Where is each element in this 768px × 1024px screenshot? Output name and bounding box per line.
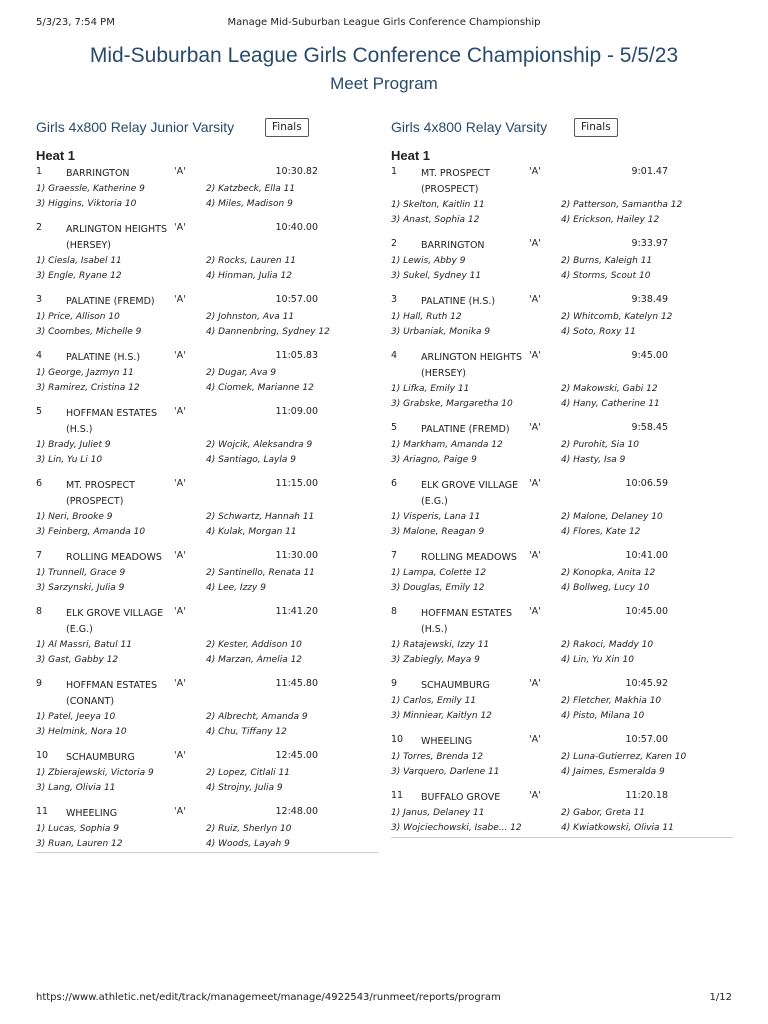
entry-relay: 'A' (174, 606, 186, 617)
entry-runners (36, 568, 378, 598)
entry-runners (391, 808, 733, 838)
entry-relay: 'A' (529, 678, 541, 689)
divider (36, 852, 378, 853)
relay-entry (36, 606, 378, 678)
runner-1: 1) Hall, Ruth 12 (391, 312, 462, 322)
entry-seed-time: 10:57.00 (625, 734, 668, 745)
entry-relay: 'A' (174, 678, 186, 689)
entry-place: 8 (391, 606, 398, 617)
runner-3: 3) Sukel, Sydney 11 (391, 271, 482, 281)
entry-runners (36, 184, 378, 214)
entry-team: ARLINGTON HEIGHTS (HERSEY) (66, 224, 168, 251)
entry-seed-time: 9:45.00 (631, 350, 668, 361)
entry-team: BUFFALO GROVE (421, 792, 501, 803)
entry-seed-time: 12:45.00 (275, 750, 318, 761)
runner-1: 1) Torres, Brenda 12 (391, 752, 483, 762)
runner-2: 2) Makowski, Gabi 12 (561, 384, 658, 394)
entry-runners (391, 440, 733, 470)
entry-place: 2 (36, 222, 43, 233)
entry-runners (36, 312, 378, 342)
entry-relay: 'A' (174, 550, 186, 561)
runner-3: 3) Coombes, Michelle 9 (36, 327, 142, 337)
runner-3: 3) Varquero, Darlene 11 (391, 767, 500, 777)
entry-relay: 'A' (174, 222, 186, 233)
entry-list (391, 166, 733, 846)
entry-team: ELK GROVE VILLAGE (E.G.) (421, 480, 519, 507)
entry-runners (36, 824, 378, 854)
entry-relay: 'A' (174, 406, 186, 417)
runner-3: 3) Feinberg, Amanda 10 (36, 527, 146, 537)
entry-team: MT. PROSPECT (PROSPECT) (421, 168, 490, 195)
entry-place: 3 (391, 294, 398, 305)
entry-relay: 'A' (529, 606, 541, 617)
runner-4: 4) Lin, Yu Xin 10 (561, 655, 634, 665)
entry-team: PALATINE (FREMD) (66, 296, 155, 307)
runner-2: 2) Johnston, Ava 11 (206, 312, 295, 322)
entry-relay: 'A' (529, 790, 541, 801)
entry-seed-time: 9:01.47 (631, 166, 668, 177)
runner-4: 4) Flores, Kate 12 (561, 527, 641, 537)
entry-seed-time: 10:57.00 (275, 294, 318, 305)
entry-team: ROLLING MEADOWS (421, 552, 517, 563)
entry-team: WHEELING (421, 736, 473, 747)
runner-4: 4) Erickson, Hailey 12 (561, 215, 660, 225)
entry-seed-time: 10:45.00 (625, 606, 668, 617)
entry-team: BARRINGTON (66, 168, 130, 179)
runner-2: 2) Luna-Gutierrez, Karen 10 (561, 752, 687, 762)
entry-place: 11 (391, 790, 404, 801)
relay-entry (391, 606, 733, 678)
runner-3: 3) Minniear, Kaitlyn 12 (391, 711, 492, 721)
runner-3: 3) Grabske, Margaretha 10 (391, 399, 513, 409)
print-timestamp: 5/3/23, 7:54 PM (36, 17, 115, 28)
runner-4: 4) Jaimes, Esmeralda 9 (561, 767, 665, 777)
runner-3: 3) Lin, Yu Li 10 (36, 455, 103, 465)
print-url: https://www.athletic.net/edit/track/managemeet/manage/4922543/runmeet/reports/program (36, 992, 501, 1003)
event-header (391, 118, 733, 140)
entry-seed-time: 9:38.49 (631, 294, 668, 305)
runner-2: 2) Katzbeck, Ella 11 (206, 184, 296, 194)
entry-seed-time: 11:05.83 (275, 350, 318, 361)
runner-4: 4) Dannenbring, Sydney 12 (206, 327, 330, 337)
runner-1: 1) Graessle, Katherine 9 (36, 184, 145, 194)
entry-place: 3 (36, 294, 43, 305)
runner-1: 1) Skelton, Kaitlin 11 (391, 200, 485, 210)
runner-1: 1) Neri, Brooke 9 (36, 512, 113, 522)
runner-3: 3) Gast, Gabby 12 (36, 655, 119, 665)
entry-runners (391, 640, 733, 670)
runner-4: 4) Kwiatkowski, Olivia 11 (561, 823, 674, 833)
relay-entry (36, 806, 378, 862)
entry-seed-time: 10:45.92 (625, 678, 668, 689)
runner-1: 1) Trunnell, Grace 9 (36, 568, 126, 578)
relay-entry (36, 294, 378, 350)
runner-4: 4) Hinman, Julia 12 (206, 271, 292, 281)
runner-2: 2) Dugar, Ava 9 (206, 368, 277, 378)
entry-runners (36, 640, 378, 670)
entry-team: MT. PROSPECT (PROSPECT) (66, 480, 135, 507)
entry-place: 6 (391, 478, 398, 489)
entry-place: 11 (36, 806, 49, 817)
print-page-title: Manage Mid-Suburban League Girls Conference Championship (227, 17, 541, 28)
entry-relay: 'A' (529, 350, 541, 361)
runner-2: 2) Whitcomb, Katelyn 12 (561, 312, 673, 322)
entry-runners (391, 512, 733, 542)
print-page-number: 1/12 (709, 992, 732, 1003)
runner-4: 4) Strojny, Julia 9 (206, 783, 283, 793)
runner-3: 3) Ariagno, Paige 9 (391, 455, 477, 465)
runner-2: 2) Santinello, Renata 11 (206, 568, 315, 578)
entry-runners (36, 512, 378, 542)
runner-2: 2) Gabor, Greta 11 (561, 808, 645, 818)
runner-3: 3) Anast, Sophia 12 (391, 215, 480, 225)
entry-team: SCHAUMBURG (66, 752, 135, 763)
finals-button[interactable]: Finals (265, 118, 309, 137)
entry-seed-time: 10:30.82 (275, 166, 318, 177)
entry-runners (391, 384, 733, 414)
runner-3: 3) Higgins, Viktoria 10 (36, 199, 137, 209)
runner-1: 1) Janus, Delaney 11 (391, 808, 485, 818)
entry-seed-time: 11:15.00 (275, 478, 318, 489)
entry-seed-time: 10:40.00 (275, 222, 318, 233)
runner-4: 4) Soto, Roxy 11 (561, 327, 636, 337)
runner-2: 2) Malone, Delaney 10 (561, 512, 663, 522)
entry-team: HOFFMAN ESTATES (CONANT) (66, 680, 158, 707)
runner-2: 2) Kester, Addison 10 (206, 640, 302, 650)
relay-entry (36, 478, 378, 550)
runner-1: 1) Price, Allison 10 (36, 312, 120, 322)
entry-place: 1 (36, 166, 43, 177)
event-title: Girls 4x800 Relay Varsity (391, 119, 548, 135)
entry-runners (36, 256, 378, 286)
entry-team: SCHAUMBURG (421, 680, 490, 691)
runner-3: 3) Helmink, Nora 10 (36, 727, 127, 737)
entry-relay: 'A' (529, 478, 541, 489)
entry-team: WHEELING (66, 808, 118, 819)
entry-team: HOFFMAN ESTATES (H.S.) (421, 608, 513, 635)
entry-place: 1 (391, 166, 398, 177)
entry-relay: 'A' (174, 294, 186, 305)
runner-4: 4) Chu, Tiffany 12 (206, 727, 287, 737)
entry-place: 9 (391, 678, 398, 689)
entry-relay: 'A' (174, 350, 186, 361)
event-column-jv (36, 118, 378, 862)
entry-list (36, 166, 378, 862)
entry-team: PALATINE (FREMD) (421, 424, 510, 435)
runner-3: 3) Zabiegly, Maya 9 (391, 655, 480, 665)
entry-relay: 'A' (529, 734, 541, 745)
runner-3: 3) Sarzynski, Julia 9 (36, 583, 125, 593)
runner-3: 3) Ramirez, Cristina 12 (36, 383, 140, 393)
runner-2: 2) Albrecht, Amanda 9 (206, 712, 308, 722)
runner-1: 1) Markham, Amanda 12 (391, 440, 503, 450)
runner-2: 2) Purohit, Sia 10 (561, 440, 639, 450)
runner-2: 2) Konopka, Anita 12 (561, 568, 656, 578)
entry-relay: 'A' (529, 166, 541, 177)
entry-seed-time: 12:48.00 (275, 806, 318, 817)
relay-entry (391, 238, 733, 294)
entry-seed-time: 11:20.18 (625, 790, 668, 801)
entry-runners (391, 312, 733, 342)
runner-4: 4) Hasty, Isa 9 (561, 455, 626, 465)
runner-1: 1) George, Jazmyn 11 (36, 368, 134, 378)
print-header (36, 17, 732, 31)
event-header (36, 118, 378, 140)
entry-place: 9 (36, 678, 43, 689)
entry-place: 10 (391, 734, 404, 745)
runner-4: 4) Pisto, Milana 10 (561, 711, 645, 721)
entry-place: 7 (36, 550, 43, 561)
runner-3: 3) Lang, Olivia 11 (36, 783, 116, 793)
entry-relay: 'A' (174, 806, 186, 817)
runner-2: 2) Ruiz, Sherlyn 10 (206, 824, 292, 834)
runner-1: 1) Ratajewski, Izzy 11 (391, 640, 490, 650)
runner-2: 2) Rakoci, Maddy 10 (561, 640, 654, 650)
relay-entry (391, 478, 733, 550)
relay-entry (391, 294, 733, 350)
entry-runners (391, 568, 733, 598)
relay-entry (391, 350, 733, 422)
runner-3: 3) Engle, Ryane 12 (36, 271, 122, 281)
entry-runners (391, 200, 733, 230)
runner-4: 4) Kulak, Morgan 11 (206, 527, 297, 537)
relay-entry (36, 406, 378, 478)
entry-team: HOFFMAN ESTATES (H.S.) (66, 408, 158, 435)
runner-4: 4) Ciomek, Marianne 12 (206, 383, 314, 393)
entry-place: 6 (36, 478, 43, 489)
runner-1: 1) Lucas, Sophia 9 (36, 824, 119, 834)
entry-place: 5 (36, 406, 43, 417)
runner-2: 2) Schwartz, Hannah 11 (206, 512, 315, 522)
entry-relay: 'A' (174, 478, 186, 489)
heat-label: Heat 1 (36, 148, 76, 163)
runner-3: 3) Ruan, Lauren 12 (36, 839, 123, 849)
relay-entry (391, 734, 733, 790)
runner-2: 2) Lopez, Citlali 11 (206, 768, 290, 778)
runner-2: 2) Wojcik, Aleksandra 9 (206, 440, 313, 450)
relay-entry (36, 222, 378, 294)
entry-team: ELK GROVE VILLAGE (E.G.) (66, 608, 164, 635)
entry-relay: 'A' (174, 166, 186, 177)
entry-place: 2 (391, 238, 398, 249)
runner-3: 3) Douglas, Emily 12 (391, 583, 485, 593)
runner-2: 2) Rocks, Lauren 11 (206, 256, 296, 266)
entry-runners (36, 368, 378, 398)
entry-seed-time: 11:30.00 (275, 550, 318, 561)
runner-4: 4) Lee, Izzy 9 (206, 583, 266, 593)
entry-team: PALATINE (H.S.) (421, 296, 496, 307)
entry-place: 4 (36, 350, 43, 361)
event-title: Girls 4x800 Relay Junior Varsity (36, 119, 235, 135)
runner-1: 1) Lampa, Colette 12 (391, 568, 487, 578)
runner-1: 1) Lifka, Emily 11 (391, 384, 470, 394)
entry-runners (36, 440, 378, 470)
relay-entry (36, 678, 378, 750)
runner-1: 1) Carlos, Emily 11 (391, 696, 477, 706)
runner-4: 4) Hany, Catherine 11 (561, 399, 660, 409)
relay-entry (36, 550, 378, 606)
entry-place: 5 (391, 422, 398, 433)
entry-place: 10 (36, 750, 49, 761)
runner-1: 1) Visperis, Lana 11 (391, 512, 481, 522)
relay-entry (391, 422, 733, 478)
entry-seed-time: 10:41.00 (625, 550, 668, 561)
entry-runners (391, 696, 733, 726)
relay-entry (36, 350, 378, 406)
relay-entry (36, 750, 378, 806)
entry-runners (391, 752, 733, 782)
entry-seed-time: 9:33.97 (631, 238, 668, 249)
event-column-varsity (391, 118, 733, 846)
runner-3: 3) Wojciechowski, Isabe... 12 (391, 823, 522, 833)
entry-runners (391, 256, 733, 286)
runner-4: 4) Storms, Scout 10 (561, 271, 651, 281)
page-title: Mid-Suburban League Girls Conference Championship - 5/5/23 (89, 44, 679, 67)
runner-3: 3) Malone, Reagan 9 (391, 527, 485, 537)
runner-4: 4) Marzan, Amelia 12 (206, 655, 303, 665)
entry-relay: 'A' (529, 550, 541, 561)
entry-place: 8 (36, 606, 43, 617)
runner-1: 1) Ciesla, Isabel 11 (36, 256, 122, 266)
entry-place: 7 (391, 550, 398, 561)
finals-button[interactable]: Finals (574, 118, 618, 137)
runner-1: 1) Zbierajewski, Victoria 9 (36, 768, 154, 778)
runner-3: 3) Urbaniak, Monika 9 (391, 327, 491, 337)
runner-4: 4) Bollweg, Lucy 10 (561, 583, 650, 593)
entry-team: PALATINE (H.S.) (66, 352, 141, 363)
entry-place: 4 (391, 350, 398, 361)
entry-seed-time: 11:41.20 (275, 606, 318, 617)
relay-entry (391, 550, 733, 606)
relay-entry (391, 166, 733, 238)
relay-entry (391, 678, 733, 734)
runner-2: 2) Patterson, Samantha 12 (561, 200, 683, 210)
entry-relay: 'A' (529, 294, 541, 305)
page-subtitle: Meet Program (330, 74, 438, 93)
entry-relay: 'A' (529, 238, 541, 249)
runner-1: 1) Brady, Juliet 9 (36, 440, 111, 450)
runner-4: 4) Woods, Layah 9 (206, 839, 290, 849)
entry-seed-time: 11:09.00 (275, 406, 318, 417)
relay-entry (36, 166, 378, 222)
entry-seed-time: 11:45.80 (275, 678, 318, 689)
entry-team: BARRINGTON (421, 240, 485, 251)
entry-relay: 'A' (529, 422, 541, 433)
runner-4: 4) Miles, Madison 9 (206, 199, 293, 209)
entry-team: ROLLING MEADOWS (66, 552, 162, 563)
entry-relay: 'A' (174, 750, 186, 761)
divider (391, 837, 733, 838)
entry-seed-time: 9:58.45 (631, 422, 668, 433)
runner-1: 1) Al Massri, Batul 11 (36, 640, 132, 650)
runner-4: 4) Santiago, Layla 9 (206, 455, 296, 465)
entry-seed-time: 10:06.59 (625, 478, 668, 489)
entry-team: ARLINGTON HEIGHTS (HERSEY) (421, 352, 523, 379)
print-footer (36, 992, 732, 1006)
runner-2: 2) Burns, Kaleigh 11 (561, 256, 653, 266)
runner-1: 1) Lewis, Abby 9 (391, 256, 466, 266)
entry-runners (36, 712, 378, 742)
runner-1: 1) Patel, Jeeya 10 (36, 712, 116, 722)
heat-label: Heat 1 (391, 148, 431, 163)
runner-2: 2) Fletcher, Makhia 10 (561, 696, 662, 706)
entry-runners (36, 768, 378, 798)
